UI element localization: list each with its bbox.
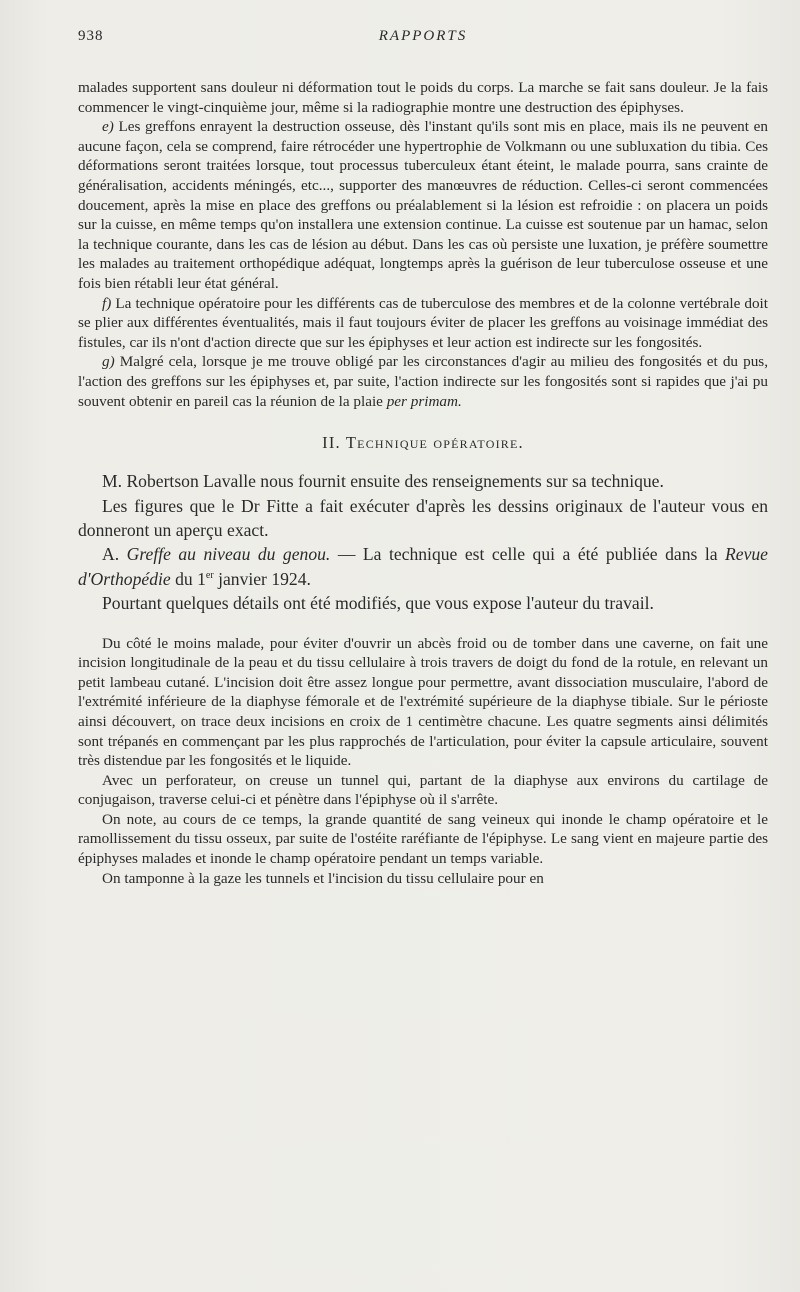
label-e: e) bbox=[102, 118, 114, 136]
paragraph-large-4: Pourtant quelques détails ont été modifiés, que vous expose l'auteur du travail. bbox=[102, 593, 654, 614]
page-header bbox=[78, 28, 768, 50]
paragraph-f bbox=[78, 294, 768, 353]
paragraph-g-text: Malgré cela, lorsque je me trouve obligé par les circonstances d'agir au milieu des fongosités et du pus, l'action des greffons sur les épiphyses et, par suite, l'action indirecte sur les fongosités sont si rapides que j'ai pu souvent obtenir en pareil cas la réunion de la plaie bbox=[78, 353, 769, 410]
paragraph-g bbox=[78, 352, 768, 411]
section-title: II. Technique opératoire. bbox=[322, 433, 524, 453]
page-number: 938 bbox=[78, 28, 104, 44]
paragraph-e bbox=[78, 117, 768, 293]
running-title: RAPPORTS bbox=[378, 28, 468, 44]
label-A: A. bbox=[102, 544, 120, 565]
date-part-b: janvier 1924. bbox=[213, 568, 311, 589]
paragraph-continuation: malades supportent sans douleur ni déformation tout le poids du corps. La marche se fait sans douleur. Je la fais commencer le vingt-cinquième jour, même si la radiographie montre une destruction des épiphyses. bbox=[78, 79, 768, 116]
paragraph-final-4: On tamponne à la gaze les tunnels et l'incision du tissu cellulaire pour en bbox=[102, 869, 544, 887]
paragraph-final-1: Du côté le moins malade, pour éviter d'ouvrir un abcès froid ou de tomber dans une caverne, on fait une incision longitudinale de la peau et du tissu cellulaire à trois travers de doigt du fond de la rotule, en relevant un petit lambeau cutané. L'incision doit être assez longue pour permettre, avant dissociation musculaire, l'abord de l'extrémité inférieure de la diaphyse fémorale et de l'extrémité supérieure de la diaphyse tibiale. Sur le périoste ainsi découvert, on trace deux incisions en croix de 1 centimètre chacune. Les quatre segments ainsi délimités sont trépanés en commençant par les plus rapprochés de l'articulation, pour éviter la capsule articulaire, souvent très distendue par les fongosités et le liquide. bbox=[78, 634, 768, 770]
paragraph-e-text: Les greffons enrayent la destruction osseuse, dès l'instant qu'ils sont mis en place, mais ils ne peuvent en aucune façon, cela se comprend, faire rétrocéder une hypertrophie de Volkmann ou une subluxation du tibia. Ces déformations seront traitées lorsque, tout processus tuberculeux étant éteint, le malade pourra, sans crainte de généralisation, accidents méningés, etc..., supporter des manœuvres de réduction. Celles-ci seront commencées doucement, après la mise en place des greffons ou préalablement si la lésion est refroidie : on placera un poids sur la cuisse, en même temps qu'on installera une extension continue. La cuisse est soutenue par un hamac, selon la technique courante, dans les cas de lésion au début. Dans les cas où persiste une luxation, je préfère soumettre les malades au traitement orthopédique adéquat, longtemps après la guérison de leur tuberculose osseuse et une fois bien rétabli leur état général. bbox=[78, 118, 768, 292]
paragraph-final-3: On note, au cours de ce temps, la grande quantité de sang veineux qui inonde le champ opératoire et le ramollissement du tissu osseux, par suite de l'ostéite raréfiante de l'épiphyse. Le sang vient en majeure partie des épiphyses malades et inonde le champ opératoire pendant un temps variable. bbox=[78, 810, 768, 868]
date-part-a: du 1 bbox=[170, 568, 206, 589]
page-body bbox=[78, 78, 768, 888]
paragraph-large-2: Les figures que le Dr Fitte a fait exécuter d'après les dessins originaux de l'auteur vous en donneront un aperçu exact. bbox=[78, 495, 768, 540]
label-f: f) bbox=[102, 294, 112, 312]
journal-name: Revue d'Orthopédie bbox=[78, 544, 768, 589]
label-g: g) bbox=[102, 353, 115, 371]
paragraph-large-1: M. Robertson Lavalle nous fournit ensuite des renseignements sur sa technique. bbox=[102, 471, 664, 492]
paragraph-f-text: La technique opératoire pour les différents cas de tuberculose des membres et de la colonne vertébrale doit se plier aux différentes éventualités, mais il faut toujours éviter de placer les greffons au voisinage immédiat des fistules, car ils n'ont d'action directe que sur les épiphyses et leur action est indirecte sur les fongosités. bbox=[78, 294, 768, 351]
spacer bbox=[78, 616, 768, 634]
paragraph-large-3 bbox=[78, 542, 768, 591]
per-primam: per primam. bbox=[386, 392, 462, 410]
paragraph-final-2: Avec un perforateur, on creuse un tunnel qui, partant de la diaphyse aux environs du cartilage de conjugaison, traverse celui-ci et pénètre dans l'épiphyse où il s'arrête. bbox=[78, 771, 768, 809]
subsection-title: Greffe au niveau du genou. bbox=[126, 544, 331, 565]
date-sup: er bbox=[205, 569, 214, 581]
paragraph-large-3-text: — La technique est celle qui a été publiée dans la bbox=[330, 544, 726, 565]
